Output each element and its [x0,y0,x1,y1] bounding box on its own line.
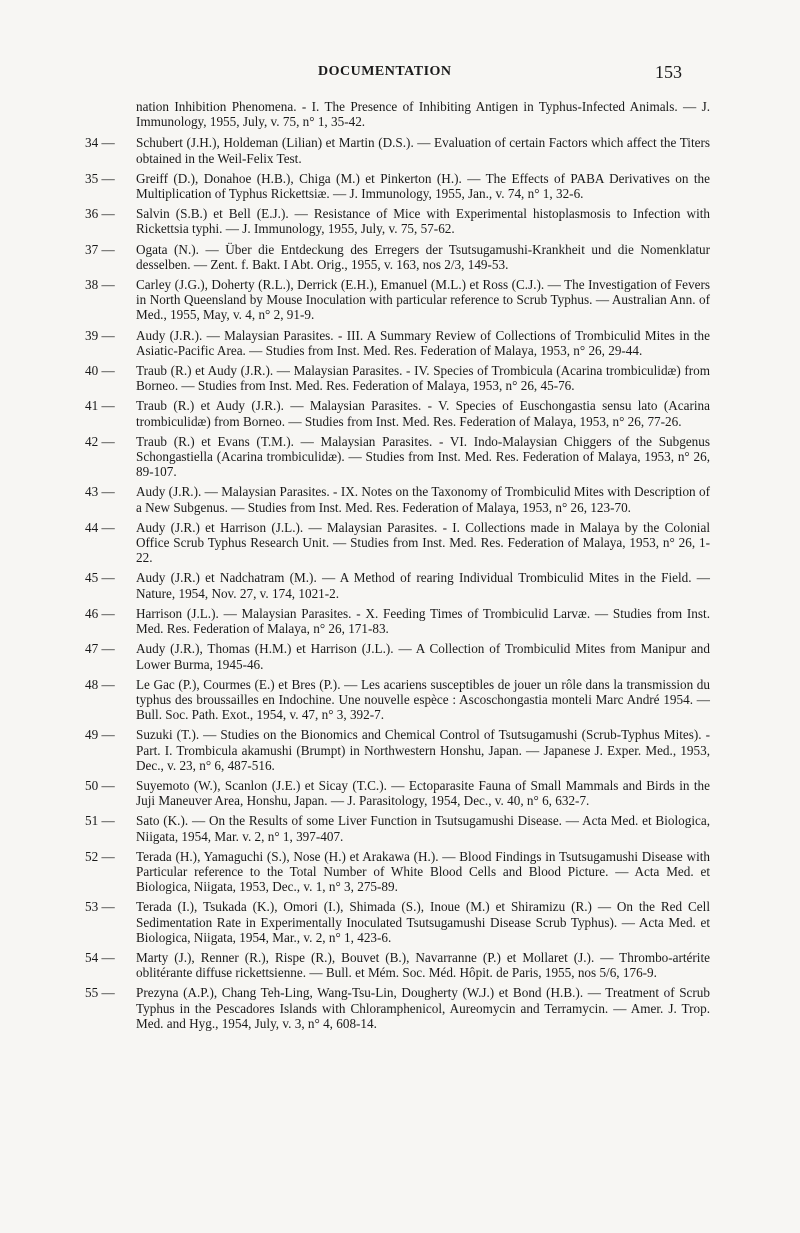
entry-text: Sato (K.). — On the Results of some Liver Function in Tsutsugamushi Disease. — Acta Med. et Biologica, Niigata, 1954, Mar. v. 2, n° 1, 397-407. [136,813,710,844]
bibliography-entry [85,677,710,723]
entry-number: 54 — [85,949,115,965]
entry-text: Audy (J.R.) et Harrison (J.L.). — Malaysian Parasites. - I. Collections made in Malaya by the Colonial Office Scrub Typhus Research Unit. — Studies from Inst. Med. Res. Federation of Malaya, 1953, n° 26, 1-22. [136,519,710,566]
entry-number: 35 — [85,170,115,186]
entry-text: Audy (J.R.). — Malaysian Parasites. - IX. Notes on the Taxonomy of Trombiculid Mites with Description of a New Subgenus. — Studies from Inst. Med. Res. Federation of Malaya, 1953, n° 26, 123-70. [136,484,710,515]
entry-number: 40 — [85,363,115,379]
entry-number: 42 — [85,433,115,449]
entry-number: 43 — [85,484,115,500]
entry-number: 49 — [85,727,115,743]
bibliography-entry [85,849,710,895]
entry-text: Carley (J.G.), Doherty (R.L.), Derrick (E.H.), Emanuel (M.L.) et Ross (C.J.). — The Investigation of Fevers in North Queensland by Mouse Inoculation with particular reference to Scrub Typhus. — Australian Ann. of Med., 1955, May, v. 4, n° 2, 91-9. [136,277,710,323]
bibliography-entry [85,570,710,600]
bibliography-entry [85,641,710,671]
bibliography-entry [85,813,710,843]
bibliography-entry [85,434,710,480]
entry-text: Traub (R.) et Evans (T.M.). — Malaysian Parasites. - VI. Indo-Malaysian Chiggers of the Subgenus Schongastiella (Acarina trombiculidæ). — Studies from Inst. Med. Res. Federation of Malaya, 1953, n° 26, 89-107. [136,433,710,480]
entry-text: Traub (R.) et Audy (J.R.). — Malaysian Parasites. - V. Species of Euschongastia sensu lato (Acarina trombiculidæ) from Borneo. — Studies from Inst. Med. Res. Federation of Malaya, 1953, n° 26, 77-26. [136,398,710,429]
page-header [0,62,800,86]
entry-text: Ogata (N.). — Über die Entdeckung des Erregers der Tsutsugamushi-Krankheit und die Nomenklatur desselben. — Zent. f. Bakt. I Abt. Orig., 1955, v. 163, nos 2/3, 149-53. [136,241,710,272]
entry-text: Terada (I.), Tsukada (K.), Omori (I.), Shimada (S.), Inoue (M.) et Shiramizu (R.) — On the Red Cell Sedimentation Rate in Experimentally Inoculated Tsutsugamushi Disease Scrub Typhus). — Acta Med. et Biologica, Niigata, 1954, Mar., v. 2, n° 1, 423-6. [136,899,710,945]
entry-text: Schubert (J.H.), Holdeman (Lilian) et Martin (D.S.). — Evaluation of certain Factors which affect the Titers obtained in the Weil-Felix Test. [136,135,710,166]
entry-text: Prezyna (A.P.), Chang Teh-Ling, Wang-Tsu-Lin, Dougherty (W.J.) et Bond (H.B.). — Treatment of Scrub Typhus in the Pescadores Islands with Chloramphenicol, Aureomycin and Terramycin. — Amer. J. Trop. Med. and Hyg., 1954, July, v. 3, n° 4, 608-14. [136,985,710,1031]
bibliography-entry [85,727,710,773]
bibliography-entry-continuation [85,99,710,129]
entry-text: Traub (R.) et Audy (J.R.). — Malaysian Parasites. - IV. Species of Trombicula (Acarina trombiculidæ) from Borneo. — Studies from Inst. Med. Res. Federation of Malaya, 1953, n° 26, 45-76. [136,363,710,394]
entry-number: 45 — [85,570,115,586]
entry-number: 41 — [85,398,115,414]
bibliography-entry [85,778,710,808]
entry-text: Harrison (J.L.). — Malaysian Parasites. - X. Feeding Times of Trombiculid Larvæ. — Studies from Inst. Med. Res. Federation of Malaya, n° 26, 171-83. [136,605,710,637]
bibliography-entry [85,277,710,323]
entry-text: Audy (J.R.). — Malaysian Parasites. - III. A Summary Review of Collections of Trombiculid Mites in the Asiatic-Pacific Area. — Studies from Inst. Med. Res. Federation of Malaya, 1953, n° 26, 29-44. [136,327,710,358]
entry-number: 46 — [85,605,115,621]
entry-number: 37 — [85,241,115,257]
entry-text: Audy (J.R.), Thomas (H.M.) et Harrison (J.L.). — A Collection of Trombiculid Mites from Manipur and Lower Burma, 1945-46. [136,641,710,672]
entry-number: 34 — [85,135,115,151]
entry-text: Salvin (S.B.) et Bell (E.J.). — Resistance of Mice with Experimental histoplasmosis to Infection with Rickettsia typhi. — J. Immunology, 1955, July, v. 75, 57-62. [136,206,710,237]
entry-number: 48 — [85,676,115,692]
bibliography-entry [85,363,710,393]
entry-text: Greiff (D.), Donahoe (H.B.), Chiga (M.) et Pinkerton (H.). — The Effects of PABA Derivatives on the Multiplication of Typhus Rickettsiæ. — J. Immunology, 1955, Jan., v. 74, n° 1, 32-6. [136,170,710,202]
entry-text: Terada (H.), Yamaguchi (S.), Nose (H.) et Arakawa (H.). — Blood Findings in Tsutsugamushi Disease with Particular reference to the Total Number of White Blood Cells and Blood Picture. — Acta Med. et Biologica, Niigata, 1953, Dec., v. 1, n° 3, 275-89. [136,848,710,895]
bibliography-entry [85,206,710,236]
bibliography-entry [85,398,710,428]
bibliography-entry [85,899,710,945]
entry-text: Marty (J.), Renner (R.), Rispe (R.), Bouvet (B.), Navarranne (P.) et Mollaret (J.). — Thrombo-artérite oblitérante diffuse rickettsienne. — Bull. et Mém. Soc. Méd. Hôpit. de Paris, 1955, nos 5/6, 176-9. [136,949,710,981]
bibliography-entry [85,985,710,1031]
entry-number: 51 — [85,813,115,829]
page-number: 153 [655,62,682,82]
entry-text: Audy (J.R.) et Nadchatram (M.). — A Method of rearing Individual Trombiculid Mites in the Field. — Nature, 1954, Nov. 27, v. 174, 1021-2. [136,570,710,601]
entry-number: 36 — [85,206,115,222]
bibliography-entry [85,328,710,358]
bibliography-entry [85,171,710,201]
entry-text: Le Gac (P.), Courmes (E.) et Bres (P.). — Les acariens susceptibles de jouer un rôle dans la transmission du typhus des broussailles en Indochine. Une nouvelle espèce : Ascoschongastia monteli Marc André 1954. — Bull. Soc. Path. Exot., 1954, v. 47, n° 3, 392-7. [136,676,710,723]
bibliography-entry [85,242,710,272]
entry-number: 50 — [85,777,115,793]
bibliography-entry [85,484,710,514]
bibliography-entry [85,135,710,165]
entry-text: Suyemoto (W.), Scanlon (J.E.) et Sicay (T.C.). — Ectoparasite Fauna of Small Mammals and Birds in the Juji Maneuver Area, Honshu, Japan. — J. Parasitology, 1954, Dec., v. 40, n° 6, 632-7. [136,777,710,809]
entry-number: 38 — [85,277,115,293]
bibliography-entry [85,606,710,636]
bibliography-entry [85,520,710,566]
entry-number: 53 — [85,899,115,915]
entry-text: nation Inhibition Phenomena. - I. The Presence of Inhibiting Antigen in Typhus-Infected Animals. — J. Immunology, 1955, July, v. 75, n° 1, 35-42. [136,99,710,130]
entry-number: 39 — [85,327,115,343]
entry-number: 52 — [85,848,115,864]
running-title: DOCUMENTATION [318,64,452,79]
entry-number: 44 — [85,519,115,535]
bibliography-entry [85,950,710,980]
entry-number: 55 — [85,985,115,1001]
entry-text: Suzuki (T.). — Studies on the Bionomics and Chemical Control of Tsutsugamushi (Scrub-Typhus Mites). - Part. I. Trombicula akamushi (Brumpt) in Northwestern Honshu, Japan. — Japanese J. Exper. Med., 1953, Dec., v. 23, n° 6, 487-516. [136,727,710,773]
entry-number: 47 — [85,641,115,657]
bibliography-list [85,99,710,1036]
